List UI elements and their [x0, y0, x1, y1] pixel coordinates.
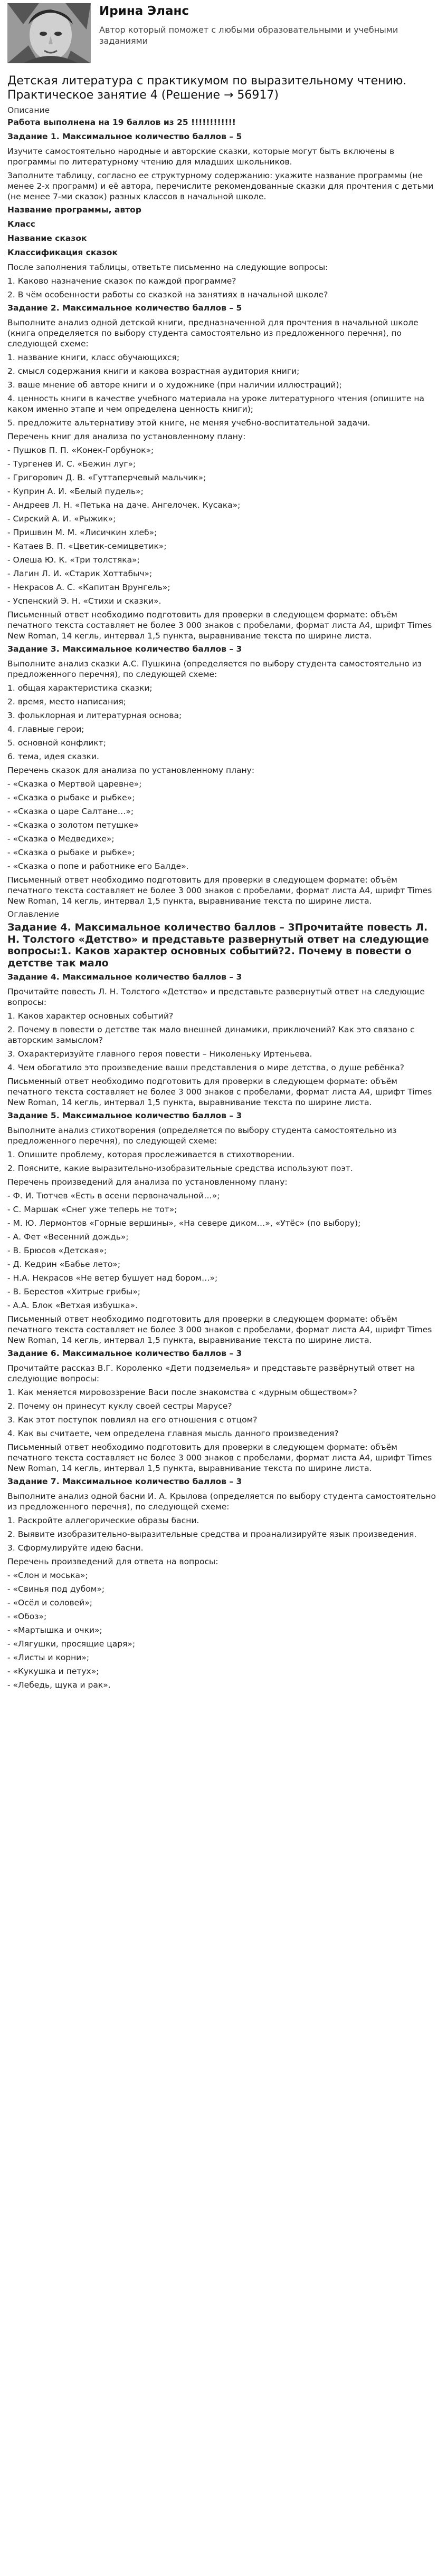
task-text-line: Письменный ответ необходимо подготовить для проверки в следующем формате: объём печатного текста составляет не более 3 000 знаков с пробелами, формат листа А4, шрифт Times New Roman, 14 кегль, интервал 1,5 пункта, выравнивание текста по ширине листа. — [7, 875, 432, 906]
task-text-line: 1. общая характеристика сказки; — [7, 683, 153, 693]
task-heading: Задание 5. Максимальное количество баллов – 3 — [7, 1111, 242, 1120]
task-text-line: Перечень произведений для ответа на вопросы: — [7, 1557, 218, 1566]
task-text-line: - Олеша Ю. К. «Три толстяка»; — [7, 555, 140, 565]
task-heading: Задание 3. Максимальное количество баллов – 3 — [7, 644, 242, 654]
task-text-line: - «Сказка о рыбаке и рыбке»; — [7, 848, 135, 857]
task-heading: Задание 7. Максимальное количество баллов – 3 — [7, 1477, 242, 1486]
task-text-line: - В. Берестов «Хитрые грибы»; — [7, 1287, 140, 1296]
task-text-line: - В. Брюсов «Детская»; — [7, 1246, 107, 1255]
task-text-line: - «Сказка о золотом петушке» — [7, 820, 139, 830]
task-text-line: - Пушков П. П. «Конек-Горбунок»; — [7, 446, 154, 455]
page-title: Детская литература с практикумом по выразительному чтению. Практическое занятие 4 (Решение → 56917) — [7, 74, 407, 102]
task-text-line: - «Слон и моська»; — [7, 1571, 88, 1580]
task-text-line: - А. Фет «Весенний дождь»; — [7, 1232, 129, 1242]
task-heading: Задание 4. Максимальное количество баллов – 3 — [7, 972, 242, 982]
task-text-line: 5. основной конфликт; — [7, 738, 106, 748]
task-text-line: Выполните анализ сказки А.С. Пушкина (определяется по выбору студента самостоятельно из предложенного перечня), по следующей схеме: — [7, 659, 422, 679]
task-text-line: Выполните анализ одной детской книги, предназначенной для прочтения в начальной школе (книга определяется по выбору студента самостоятельно из предложенного перечня), по следующей схеме: — [7, 318, 419, 348]
task-text-line: - Андреев Л. Н. «Петька на даче. Ангелочек. Кусака»; — [7, 500, 241, 510]
task-text-line: - Сирский А. И. «Рыжик»; — [7, 514, 116, 524]
toc-label: Оглавление — [7, 909, 60, 919]
task-text-line: 3. фольклорная и литературная основа; — [7, 711, 182, 720]
task-text-line: - «Обоз»; — [7, 1612, 47, 1621]
table-field-label: Название программы, автор — [7, 205, 141, 215]
task-text-line: 3. Сформулируйте идею басни. — [7, 1543, 144, 1553]
task-text-line: - «Сказка о Медведихе»; — [7, 834, 115, 844]
task-text-line: - Пришвин М. М. «Лисичкин хлеб»; — [7, 528, 157, 537]
task-text-line: 1. Каков характер основных событий? — [7, 1011, 174, 1021]
task-text-line: Письменный ответ необходимо подготовить для проверки в следующем формате: объём печатного текста составляет не более 3 000 знаков с пробелами, формат листа А4, шрифт Times New Roman, 14 кегль, интервал 1,5 пункта, выравнивание текста по ширине листа. — [7, 1442, 432, 1473]
task-text-line: - «Лебедь, щука и рак». — [7, 1680, 111, 1690]
task-text-line: 2. Почему он принесут куклу своей сестры Марусе? — [7, 1401, 232, 1411]
task-text-line: - Тургенев И. С. «Бежин луг»; — [7, 459, 136, 469]
task-text-line: 4. Как вы считаете, чем определена главная мысль данного произведения? — [7, 1429, 339, 1438]
task-text-line: - «Сказка о рыбаке и рыбке»; — [7, 793, 135, 802]
author-header — [7, 0, 440, 66]
author-tagline: Автор который поможет с любыми образовательными и учебными заданиями — [99, 25, 398, 46]
task-text-line: - «Сказка о попе и работнике его Балде». — [7, 861, 189, 871]
task-text-line: Письменный ответ необходимо подготовить для проверки в следующем формате: объём печатного текста составляет не более 3 000 знаков с пробелами, формат листа А4, шрифт Times New Roman, 14 кегль, интервал 1,5 пункта, выравнивание текста по ширине листа. — [7, 1314, 432, 1345]
task4-title: Задание 4. Максимальное количество баллов – 3Прочитайте повесть Л. Н. Толстого «Детство» и представьте развернутый ответ на следующие вопросы:1. Каков характер основных событий?2. Почему в повести о детстве так мало — [7, 922, 429, 969]
task-text-line: - «Листы и корни»; — [7, 1653, 90, 1662]
task-text-line: - С. Маршак «Снег уже теперь не тот»; — [7, 1205, 177, 1214]
task-text-line: - «Свинья под дубом»; — [7, 1584, 105, 1594]
avatar[interactable] — [7, 3, 91, 63]
task-text-line: - Н.А. Некрасов «Не ветер бушует над бором…»; — [7, 1273, 218, 1283]
author-name[interactable]: Ирина Эланс — [99, 4, 189, 18]
task-heading: Задание 1. Максимальное количество баллов – 5 — [7, 132, 242, 141]
task-text-line: 1. Раскройте аллегорические образы басни. — [7, 1516, 199, 1525]
task-text-line: 1. Как меняется мировоззрение Васи после знакомства с «дурным обществом»? — [7, 1388, 357, 1397]
task-text-line: - «Мартышка и очки»; — [7, 1625, 102, 1635]
score-line: Работа выполнена на 19 баллов из 25 !!!!!!!!!!!! — [7, 118, 236, 127]
task-text-line: Выполните анализ стихотворения (определяется по выбору студента самостоятельно из предложенного перечня), по следующей схеме: — [7, 1126, 397, 1146]
task-text-line: Письменный ответ необходимо подготовить для проверки в следующем формате: объём печатного текста составляет не более 3 000 знаков с пробелами, формат листа А4, шрифт Times New Roman, 14 кегль, интервал 1,5 пункта, выравнивание текста по ширине листа. — [7, 610, 432, 641]
tasks-block-1 — [7, 132, 440, 906]
task-text-line: - А.А. Блок «Ветхая избушка». — [7, 1301, 138, 1310]
task-text-line: 6. тема, идея сказки. — [7, 752, 99, 761]
task-text-line: - Лагин Л. И. «Старик Хоттабыч»; — [7, 569, 153, 578]
task-question-line: 2. В чём особенности работы со сказкой на занятиях в начальной школе? — [7, 290, 328, 299]
table-field-label: Класс — [7, 219, 35, 229]
task-text-line: Изучите самостоятельно народные и авторские сказки, которые могут быть включены в программы по литературному чтению для младших школьников. — [7, 147, 395, 167]
task-text-line: 4. Чем обогатило это произведение ваши представления о мире детства, о душе ребёнка? — [7, 1063, 404, 1072]
task-text-line: 2. Выявите изобразительно-выразительные средства и проанализируйте язык произведения. — [7, 1529, 417, 1539]
task-heading: Задание 6. Максимальное количество баллов – 3 — [7, 1349, 242, 1358]
task-text-line: 5. предложите альтернативу этой книге, не меняя учебно-воспитательной задачи. — [7, 418, 370, 428]
task-text-line: 1. Опишите проблему, которая прослеживается в стихотворении. — [7, 1150, 294, 1159]
task-text-line: - Григорович Д. В. «Гуттаперчевый мальчик»; — [7, 473, 206, 482]
task-text-line: - «Сказка о царе Салтане…»; — [7, 807, 134, 816]
task-text-line: 4. ценность книги в качестве учебного материала на уроке литературного чтения (опишите на каком именно этапе и чем определена ценность книги); — [7, 394, 425, 414]
description-label: Описание — [7, 105, 50, 115]
task-text-line: 3. Как этот поступок повлиял на его отношения с отцом? — [7, 1415, 258, 1425]
task-text-line: - «Кукушка и петух»; — [7, 1667, 99, 1676]
task-text-line: 3. ваше мнение об авторе книги и о художнике (при наличии иллюстраций); — [7, 380, 342, 390]
task-text-line: 4. главные герои; — [7, 724, 84, 734]
task-text-line: Перечень книг для анализа по установленному плану: — [7, 432, 246, 441]
task-text-line: 2. смысл содержания книги и какова возрастная аудитория книги; — [7, 366, 300, 376]
task-text-line: - Успенский Э. Н. «Стихи и сказки». — [7, 596, 161, 606]
task-text-line: Выполните анализ одной басни И. А. Крылова (определяется по выбору студента самостоятельно из предложенного перечня), по следующей схеме: — [7, 1492, 436, 1512]
task-text-line: - Куприн А. И. «Белый пудель»; — [7, 487, 144, 496]
tasks-block-2 — [7, 972, 440, 1690]
task-text-line: 3. Охарактеризуйте главного героя повести – Николеньку Иртеньева. — [7, 1049, 312, 1059]
task-text-line: - Некрасов А. С. «Капитан Врунгель»; — [7, 583, 170, 592]
task-text-line: Прочитайте повесть Л. Н. Толстого «Детство» и представьте развернутый ответ на следующие вопросы: — [7, 987, 425, 1007]
task-text-line: Перечень сказок для анализа по установленному плану: — [7, 766, 255, 775]
task-text-line: 1. название книги, класс обучающихся; — [7, 353, 180, 362]
task-text-line: Письменный ответ необходимо подготовить для проверки в следующем формате: объём печатного текста составляет не более 3 000 знаков с пробелами, формат листа А4, шрифт Times New Roman, 14 кегль, интервал 1,5 пункта, выравнивание текста по ширине листа. — [7, 1077, 432, 1107]
table-field-label: Название сказок — [7, 234, 87, 243]
task-text-line: - «Сказка о Мертвой царевне»; — [7, 779, 142, 789]
task-text-line: - Катаев В. П. «Цветик-семицветик»; — [7, 541, 167, 551]
task-text-line: 2. Почему в повести о детстве так мало внешней динамики, приключений? Как это связано с авторским замыслом? — [7, 1025, 415, 1045]
task-text-line: 2. Поясните, какие выразительно-изобразительные средства используют поэт. — [7, 1164, 353, 1173]
task-text-line: - Д. Кедрин «Бабье лето»; — [7, 1260, 121, 1269]
task-text-line: Заполните таблицу, согласно ее структурному содержанию: укажите название программы (не менее 2-х программ) и её автора, перечислите рекомендованные сказки для прочтения с детьми (не менее 7-ми сказок) разных классов в начальной школе. — [7, 171, 434, 201]
task-text-line: 2. время, место написания; — [7, 697, 126, 706]
task-text-line: - М. Ю. Лермонтов «Горные вершины», «На севере диком…», «Утёс» (по выбору); — [7, 1218, 361, 1228]
task-text-line: Перечень произведений для анализа по установленному плану: — [7, 1177, 288, 1187]
task-text-line: - Ф. И. Тютчев «Есть в осени первоначальной…»; — [7, 1191, 220, 1200]
table-field-label: Классификация сказок — [7, 248, 118, 257]
task-text-line: - «Лягушки, просящие царя»; — [7, 1639, 136, 1649]
task-text-line: Прочитайте рассказ В.Г. Короленко «Дети подземелья» и представьте развёрнутый ответ на следующие вопросы: — [7, 1363, 415, 1383]
task-text-line: - «Осёл и соловей»; — [7, 1598, 92, 1607]
author-photo — [7, 3, 91, 63]
task-question-line: 1. Каково назначение сказок по каждой программе? — [7, 276, 236, 286]
task-heading: Задание 2. Максимальное количество баллов – 5 — [7, 303, 242, 313]
task-question-line: После заполнения таблицы, ответьте письменно на следующие вопросы: — [7, 263, 328, 272]
